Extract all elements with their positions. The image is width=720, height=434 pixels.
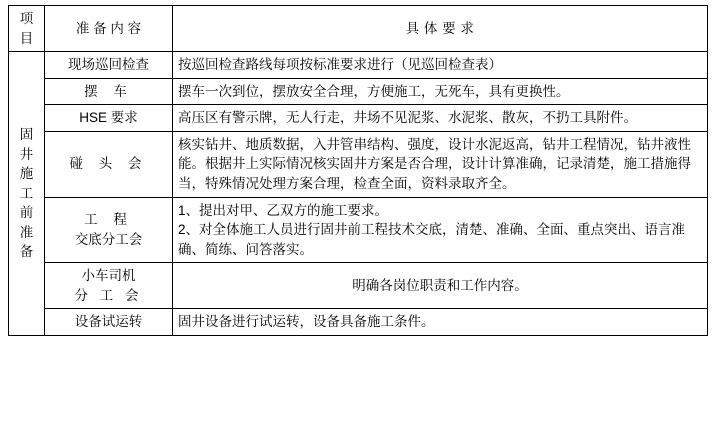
row-item-label-line1: 小车司机 — [81, 268, 136, 284]
header-cell-content: 准 备 内 容 — [45, 6, 173, 52]
row-item-label — [45, 197, 173, 263]
row-item-label: 设备试运转 — [45, 309, 173, 336]
table-row — [9, 197, 708, 263]
group-label-char-6: 准 — [19, 224, 34, 240]
header-cell-item — [9, 6, 45, 52]
preparation-table — [8, 5, 708, 336]
header-item-line1: 项 — [19, 11, 34, 26]
row-requirement: 明确各岗位职责和工作内容。 — [173, 263, 708, 309]
document-page — [0, 5, 720, 434]
row-requirement: 摆车一次到位，摆放安全合理，方便施工，无死车，具有更换性。 — [173, 78, 708, 105]
row-item-label: 摆 车 — [45, 78, 173, 105]
group-label-char-7: 备 — [19, 244, 34, 260]
row-item-label: HSE 要求 — [45, 105, 173, 132]
header-cell-requirement: 具 体 要 求 — [173, 6, 708, 52]
row-requirement — [173, 197, 708, 263]
header-item-line2: 目 — [19, 30, 34, 46]
row-requirement: 固井设备进行试运转，设备具备施工条件。 — [173, 309, 708, 336]
row-requirement: 高压区有警示牌，无人行走，井场不见泥浆、水泥浆、散灰，不扔工具附件。 — [173, 105, 708, 132]
table-row — [9, 309, 708, 336]
table-row — [9, 78, 708, 105]
row-item-label-line1: 工 程 — [84, 212, 133, 228]
group-label-char-3: 施 — [19, 166, 34, 182]
row-requirement: 核实钻井、地质数据，入井管串结构、强度，设计水泥返高，钻井工程情况，钻井液性能。根据井上实际情况核实固井方案是否合理，设计计算准确，记录清楚，施工措施得当，特殊情况处理方案合理，检查全面，资料录取齐全。 — [173, 131, 708, 197]
table-row — [9, 52, 708, 79]
table-header-row — [9, 6, 708, 52]
row-requirement: 按巡回检查路线每项按标准要求进行（见巡回检查表） — [173, 52, 708, 79]
row-group-label — [9, 52, 45, 336]
group-label-char-4: 工 — [19, 185, 34, 201]
row-item-label-line2: 分 工 会 — [74, 287, 143, 303]
row-requirement-line1: 1、提出对甲、乙双方的施工要求。 — [178, 202, 389, 218]
row-requirement-line2: 2、对全体施工人员进行固井前工程技术交底，清楚、准确、全面、重点突出、语言准确、简练、问答落实。 — [178, 222, 686, 257]
row-item-label-line2: 交底分工会 — [74, 231, 143, 247]
table-row — [9, 263, 708, 309]
row-item-label: 碰 头 会 — [45, 131, 173, 197]
table-row — [9, 105, 708, 132]
table-row — [9, 131, 708, 197]
row-item-label — [45, 263, 173, 309]
group-label-char-2: 井 — [19, 146, 34, 162]
row-item-label: 现场巡回检查 — [45, 52, 173, 79]
group-label-char-1: 固 — [19, 127, 34, 143]
group-label-char-5: 前 — [19, 205, 34, 221]
